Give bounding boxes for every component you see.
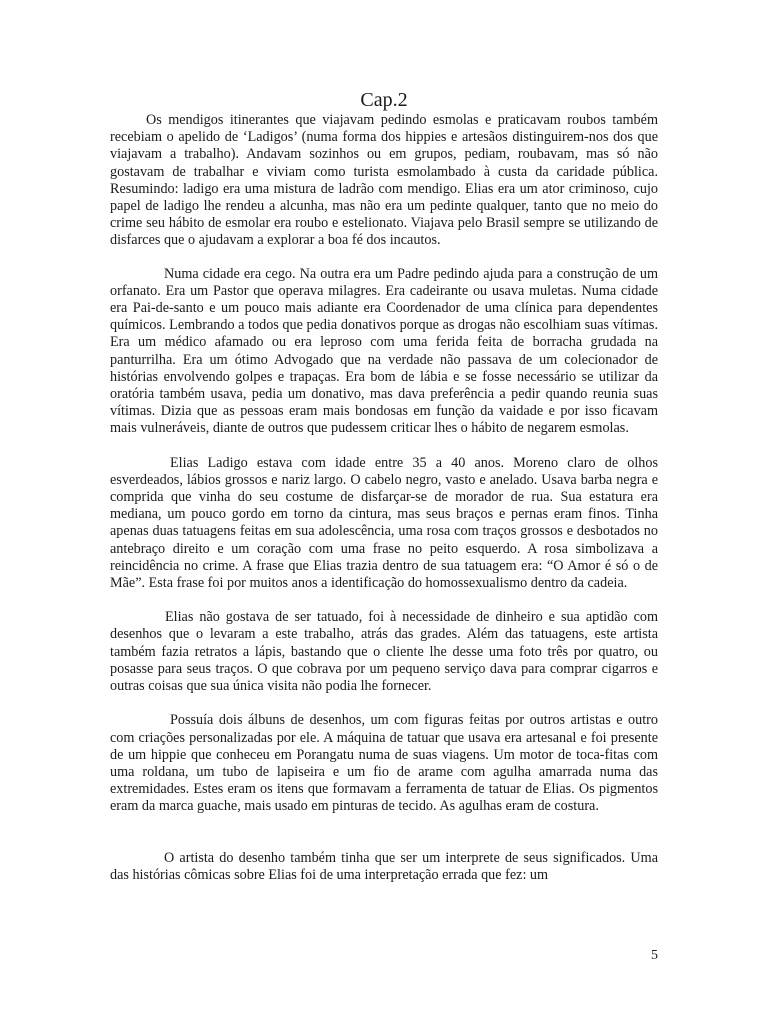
paragraph-interprete: O artista do desenho também tinha que ser um interprete de seus significados. Uma das histórias cômicas sobre Elias foi de uma interpretação errada que fez: um — [110, 849, 658, 883]
chapter-title: Cap.2 — [360, 89, 408, 111]
page-number: 5 — [651, 948, 658, 963]
paragraph-tatuagem: Elias não gostava de ser tatuado, foi à necessidade de dinheiro e sua aptidão com desenhos que o levaram a este trabalho, atrás das grades. Além das tatuagens, este artista também fazia retratos a lápis, bastando que o cliente lhe desse uma foto três por quatro, ou posasse para seus traços. O que cobrava por um pequeno serviço dava para comprar cigarros e outras coisas que sua única visita não podia lhe fornecer. — [110, 609, 658, 695]
paragraph-albuns: Possuía dois álbuns de desenhos, um com figuras feitas por outros artistas e outro com criações personalizadas por ele. A máquina de tatuar que usava era artesanal e foi presente de um hippie que conheceu em Porangatu numa de suas viagens. Um motor de toca-fitas com uma roldana, um tubo de lapiseira e um fio de arame com agulha amarrada numa das extremidades. Estes eram os itens que formavam a ferramenta de tatuar de Elias. Os pigmentos eram da marca guache, mais usado em pinturas de tecido. As agulhas eram de costura. — [110, 712, 658, 815]
document-page — [110, 88, 658, 884]
paragraph-disfarces: Numa cidade era cego. Na outra era um Padre pedindo ajuda para a construção de um orfanato. Era um Pastor que operava milagres. Era cadeirante ou usava muletas. Numa cidade era Pai-de-santo e um pouco mais adiante era Coordenador de uma clínica para dependentes químicos. Lembrando a todos que pedia donativos porque as drogas não escolhiam suas vítimas. Era um médico afamado ou era leproso com uma ferida feita de borracha grudada na panturrilha. Era um ótimo Advogado que na verdade não passava de um colecionador de histórias envolvendo golpes e trapaças. Era bom de lábia e se fosse necessário se utilizar da oratória também usava, pedia um donativo, mas dava preferência a pedir quando reunia suas vítimas. Dizia que as pessoas eram mais bondosas em função da vaidade e por isso ficavam mais vulneráveis, diante de outros que pudessem criticar lhes o hábito de negarem esmolas. — [110, 265, 658, 437]
paragraph-descricao-elias: Elias Ladigo estava com idade entre 35 a 40 anos. Moreno claro de olhos esverdeados, lábios grossos e nariz largo. O cabelo negro, vasto e anelado. Usava barba negra e comprida que vinha do seu costume de disfarçar-se de morador de rua. Sua estatura era mediana, um pouco gordo em torno da cintura, mas seus braços e pernas eram finos. Tinha apenas duas tatuagens feitas em sua adolescência, uma rosa com traços grossos e desbotados no antebraço direito e um coração com uma frase no peito esquerdo. A rosa simbolizava a reincidência no crime. A frase que Elias trazia dentro de sua tatuagem era: “O Amor é só o de Mãe”. Esta frase foi por muitos anos a identificação do homossexualismo dentro da cadeia. — [110, 454, 658, 592]
paragraph-mendigos: Os mendigos itinerantes que viajavam pedindo esmolas e praticavam roubos também recebiam o apelido de ‘Ladigos’ (numa forma dos hippies e artesãos distinguirem-nos dos que viajavam a trabalho). Andavam sozinhos ou em grupos, pediam, roubavam, mas só não gostavam de trabalhar e viviam como turista esmolambado à custa da caridade pública. Resumindo: ladigo era uma mistura de ladrão com mendigo. Elias era um ator criminoso, cujo papel de ladigo lhe rendeu a alcunha, mas não era um pedinte qualquer, tanto que no meio do crime seu hábito de esmolar era roubo e estelionato. Viajava pelo Brasil sempre se utilizando de disfarces que o ajudavam a explorar a boa fé dos incautos. — [110, 112, 658, 249]
